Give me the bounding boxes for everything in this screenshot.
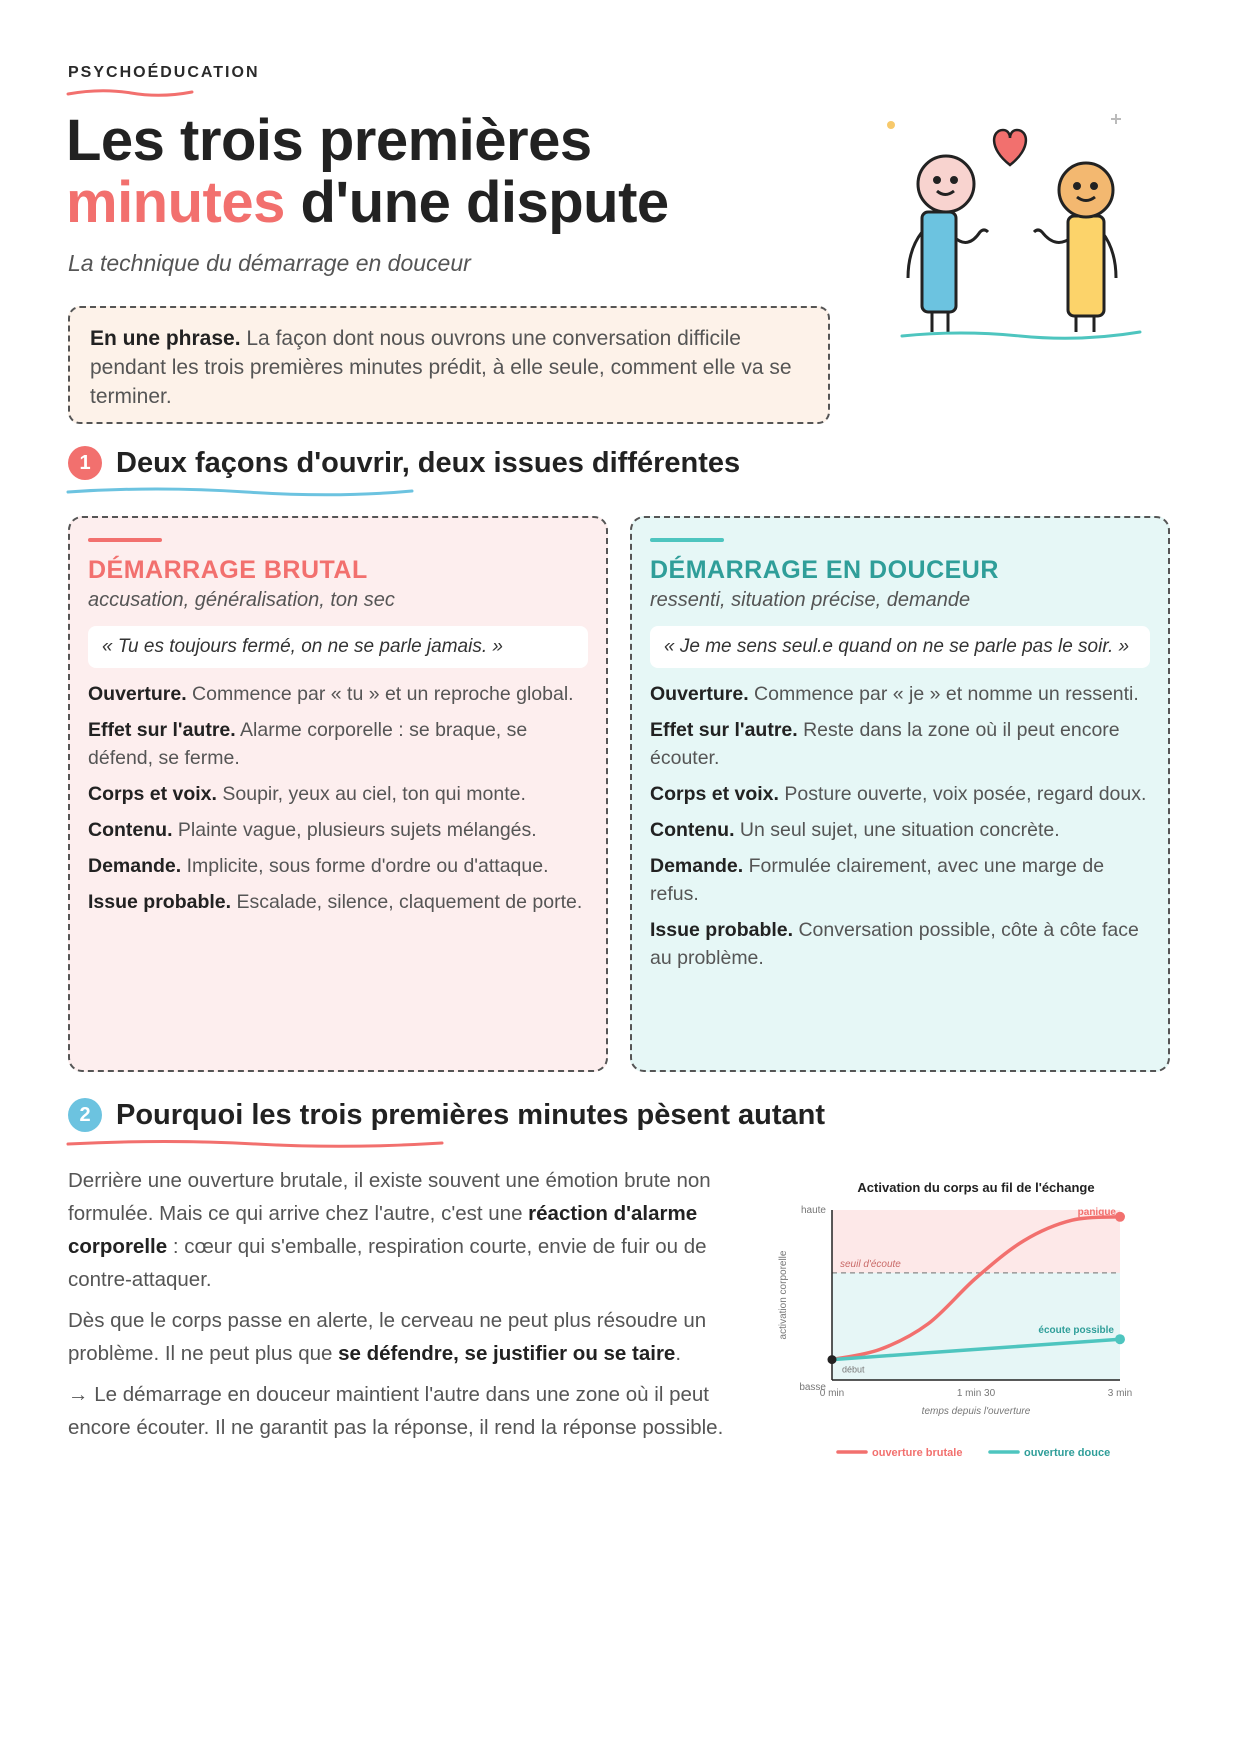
- list-item: [88, 680, 588, 708]
- section1-title: Deux façons d'ouvrir, deux issues différentes: [116, 446, 741, 479]
- item-label: Demande.: [650, 855, 744, 877]
- card-douce-bar: [650, 538, 724, 542]
- title-rest: d'une dispute: [284, 170, 669, 235]
- text: Dès que le corps passe en alerte, le cerveau ne peut plus résoudre un problème. Il ne peut plus que: [68, 1309, 707, 1365]
- person-yellow-icon: [1034, 163, 1116, 332]
- body-paragraph-2: [68, 1304, 738, 1370]
- item-text: Commence par « tu » et un reproche global.: [186, 683, 574, 705]
- section2-heading: [68, 1098, 825, 1132]
- item-label: Contenu.: [88, 819, 173, 841]
- item-text: Alarme corporelle : se braque, se défend, se ferme.: [88, 719, 528, 769]
- series-end-point-1: [1115, 1334, 1125, 1344]
- section1-underline: [66, 486, 416, 498]
- body-paragraph-1: [68, 1164, 738, 1296]
- summary-box: [68, 306, 830, 424]
- y-tick-label: basse: [799, 1382, 826, 1393]
- item-text: Formulée clairement, avec une marge de refus.: [650, 855, 1105, 905]
- chart-title: Activation du corps au fil de l'échange: [857, 1180, 1095, 1195]
- item-text: Implicite, sous forme d'ordre ou d'attaque.: [181, 855, 549, 877]
- section1-number: 1: [68, 446, 102, 480]
- annotation-panic: panique: [1077, 1206, 1116, 1218]
- x-axis-label: temps depuis l'ouverture: [921, 1406, 1031, 1417]
- page-title: [66, 110, 669, 234]
- annotation-listening: écoute possible: [1038, 1325, 1114, 1337]
- emphasis: se défendre, se justifier ou se taire: [338, 1342, 676, 1365]
- item-label: Corps et voix.: [650, 783, 779, 805]
- list-item: [650, 780, 1150, 808]
- section1-heading: [68, 446, 740, 480]
- legend-label-1: ouverture douce: [1024, 1447, 1111, 1459]
- list-item: [650, 852, 1150, 908]
- card-douce-title: DÉMARRAGE EN DOUCEUR: [650, 556, 999, 584]
- start-point: [828, 1355, 837, 1364]
- card-brutal-subtitle: accusation, généralisation, ton sec: [88, 589, 395, 611]
- item-text: Conversation possible, côte à côte face au problème.: [650, 919, 1139, 969]
- item-text: Posture ouverte, voix posée, regard doux.: [778, 783, 1147, 805]
- item-label: Issue probable.: [88, 891, 232, 913]
- item-label: Corps et voix.: [88, 783, 217, 805]
- body-paragraph-3: → Le démarrage en douceur maintient l'autre dans une zone où il peut encore écouter. Il ne garantit pas la réponse, il rend la réponse possible.: [68, 1383, 724, 1439]
- card-brutal-title: DÉMARRAGE BRUTAL: [88, 556, 368, 584]
- item-text: Un seul sujet, une situation concrète.: [734, 819, 1060, 841]
- activation-chart: [760, 1160, 1160, 1480]
- ground-line: [902, 332, 1140, 338]
- emphasis: réaction d'alarme corporelle: [68, 1202, 698, 1258]
- section2-number: 2: [68, 1098, 102, 1132]
- list-item: [650, 680, 1150, 708]
- item-label: Effet sur l'autre.: [650, 719, 798, 741]
- section2-underline: [66, 1138, 446, 1150]
- list-item: [88, 780, 588, 808]
- text: .: [675, 1342, 682, 1365]
- heart-icon: [994, 130, 1026, 165]
- eyebrow-underline: [66, 88, 196, 98]
- card-douce: [630, 516, 1170, 1072]
- item-label: Effet sur l'autre.: [88, 719, 236, 741]
- annotation-start: début: [842, 1364, 865, 1375]
- list-item: [650, 916, 1150, 972]
- y-axis-label: activation corporelle: [778, 1250, 789, 1340]
- card-brutal-bar: [88, 538, 162, 542]
- title-line1: Les trois premières: [66, 108, 592, 173]
- list-item: [88, 816, 588, 844]
- subtitle: La technique du démarrage en douceur: [68, 250, 471, 276]
- dot-decoration: [887, 121, 895, 129]
- item-label: Contenu.: [650, 819, 735, 841]
- card-douce-subtitle: ressenti, situation précise, demande: [650, 589, 971, 611]
- y-tick-label: haute: [800, 1205, 826, 1216]
- card-brutal-quote: « Tu es toujours fermé, on ne se parle jamais. »: [88, 626, 588, 668]
- x-tick-label: 0 min: [819, 1388, 845, 1399]
- item-text: Commence par « je » et nomme un ressenti.: [748, 683, 1139, 705]
- legend-label-0: ouverture brutale: [872, 1447, 963, 1459]
- item-text: Plainte vague, plusieurs sujets mélangés.: [172, 819, 537, 841]
- item-text: Escalade, silence, claquement de porte.: [231, 891, 583, 913]
- text: Derrière une ouverture brutale, il existe souvent une émotion brute non formulée. Mais ce qui arrive chez l'autre, c'est une: [68, 1169, 711, 1225]
- card-brutal: [68, 516, 608, 1072]
- summary-text: La façon dont nous ouvrons une conversation difficile pendant les trois premières minutes prédit, à elle seule, comment elle va se terminer.: [90, 327, 792, 408]
- list-item: [88, 852, 588, 880]
- item-label: Issue probable.: [650, 919, 794, 941]
- plus-decoration: [1111, 114, 1121, 124]
- person-blue-icon: [908, 156, 988, 332]
- item-label: Demande.: [88, 855, 182, 877]
- x-tick-label: 3 min: [1107, 1388, 1133, 1399]
- item-text: Soupir, yeux au ciel, ton qui monte.: [216, 783, 526, 805]
- section2-title: Pourquoi les trois premières minutes pèsent autant: [116, 1098, 826, 1131]
- x-tick-label: 1 min 30: [956, 1388, 996, 1399]
- title-accent: minutes: [66, 170, 285, 235]
- item-label: Ouverture.: [88, 683, 187, 705]
- list-item: [88, 716, 588, 772]
- item-text: Reste dans la zone où il peut encore écouter.: [650, 719, 1120, 769]
- card-douce-quote: « Je me sens seul.e quand on ne se parle pas le soir. »: [650, 626, 1150, 668]
- summary-label: En une phrase.: [90, 327, 241, 350]
- couple-illustration: [880, 100, 1160, 350]
- text: : cœur qui s'emballe, respiration courte, envie de fuir ou de contre-attaquer.: [68, 1235, 707, 1291]
- item-label: Ouverture.: [650, 683, 749, 705]
- list-item: [650, 816, 1150, 844]
- eyebrow: PSYCHOÉDUCATION: [68, 64, 260, 81]
- list-item: [88, 888, 588, 916]
- list-item: [650, 716, 1150, 772]
- series-end-point-0: [1115, 1212, 1125, 1222]
- threshold-label: seuil d'écoute: [840, 1258, 901, 1270]
- body-text: [68, 1164, 738, 1452]
